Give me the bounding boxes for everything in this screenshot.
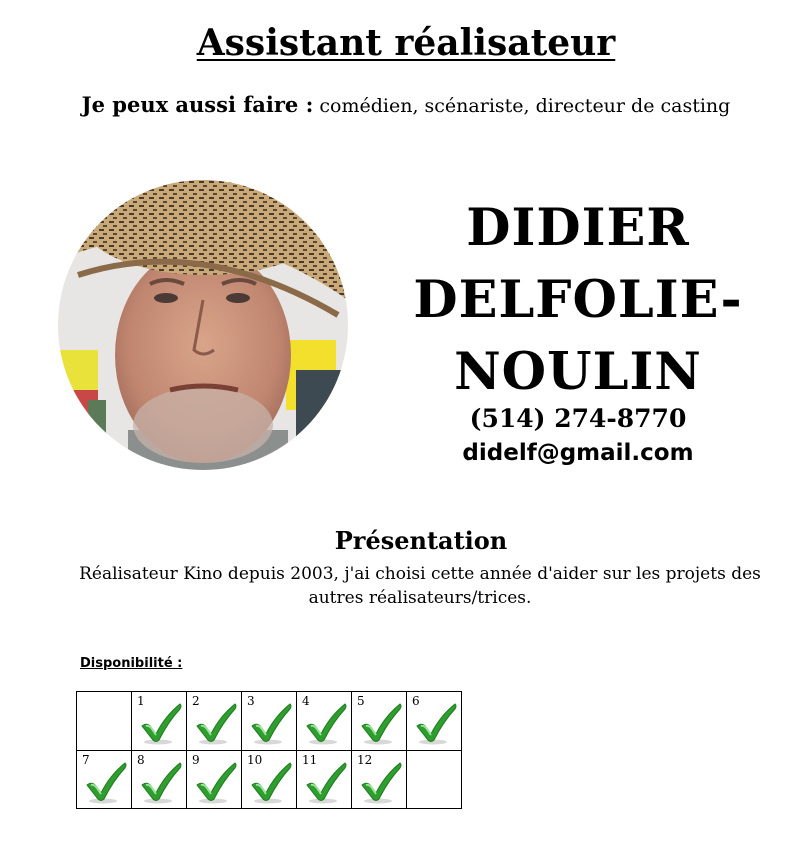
availability-number: 2 <box>192 694 200 708</box>
availability-cell <box>352 692 407 751</box>
availability-number: 5 <box>357 694 365 708</box>
availability-cell <box>297 751 352 810</box>
green-checkmark-icon <box>138 702 184 746</box>
green-checkmark-icon <box>193 702 239 746</box>
availability-cell <box>187 751 242 810</box>
availability-number: 4 <box>302 694 310 708</box>
green-checkmark-icon <box>248 702 294 746</box>
name-line-2: DELFOLIE- <box>413 270 743 330</box>
green-checkmark-icon <box>358 761 404 805</box>
availability-cell <box>77 692 132 751</box>
name-line-1: DIDIER <box>466 198 690 258</box>
availability-cell <box>407 692 462 751</box>
availability-number: 7 <box>82 752 90 767</box>
page-title: Assistant réalisateur <box>196 22 616 64</box>
availability-cell <box>242 692 297 751</box>
availability-label: Disponibilité : <box>80 656 183 671</box>
green-checkmark-icon <box>358 702 404 746</box>
green-checkmark-icon <box>138 761 184 805</box>
green-checkmark-icon <box>303 761 349 805</box>
availability-number: 11 <box>302 752 318 767</box>
other-roles-label: Je peux aussi faire : <box>81 92 314 117</box>
availability-cell <box>242 751 297 810</box>
availability-number: 3 <box>247 694 255 708</box>
profile-photo <box>58 180 348 470</box>
availability-cell <box>132 751 187 810</box>
availability-number: 1 <box>137 694 145 708</box>
green-checkmark-icon <box>248 761 294 805</box>
availability-number: 10 <box>247 752 263 767</box>
presentation-heading: Présentation <box>334 526 508 555</box>
green-checkmark-icon <box>413 702 459 746</box>
phone-number: (514) 274-8770 <box>469 404 687 433</box>
presentation-text: Réalisateur Kino depuis 2003, j'ai choisi cette année d'aider sur les projets des autres réalisateurs/trices. <box>79 564 761 608</box>
availability-number: 12 <box>357 752 373 767</box>
availability-cell <box>352 751 407 810</box>
availability-cell <box>407 751 462 810</box>
availability-cell <box>187 692 242 751</box>
name-line-3: NOULIN <box>454 342 702 402</box>
other-roles-line <box>0 92 800 117</box>
person-name <box>400 192 756 408</box>
availability-grid <box>76 691 462 809</box>
availability-cell <box>77 751 132 810</box>
green-checkmark-icon <box>303 702 349 746</box>
availability-cell <box>297 692 352 751</box>
email-address[interactable]: didelf@gmail.com <box>462 440 694 466</box>
other-roles-list: comédien, scénariste, directeur de casting <box>319 95 731 117</box>
green-checkmark-icon <box>193 761 239 805</box>
availability-number: 9 <box>192 752 200 767</box>
availability-cell <box>132 692 187 751</box>
availability-number: 6 <box>412 694 420 708</box>
availability-number: 8 <box>137 752 145 767</box>
green-checkmark-icon <box>83 761 129 805</box>
